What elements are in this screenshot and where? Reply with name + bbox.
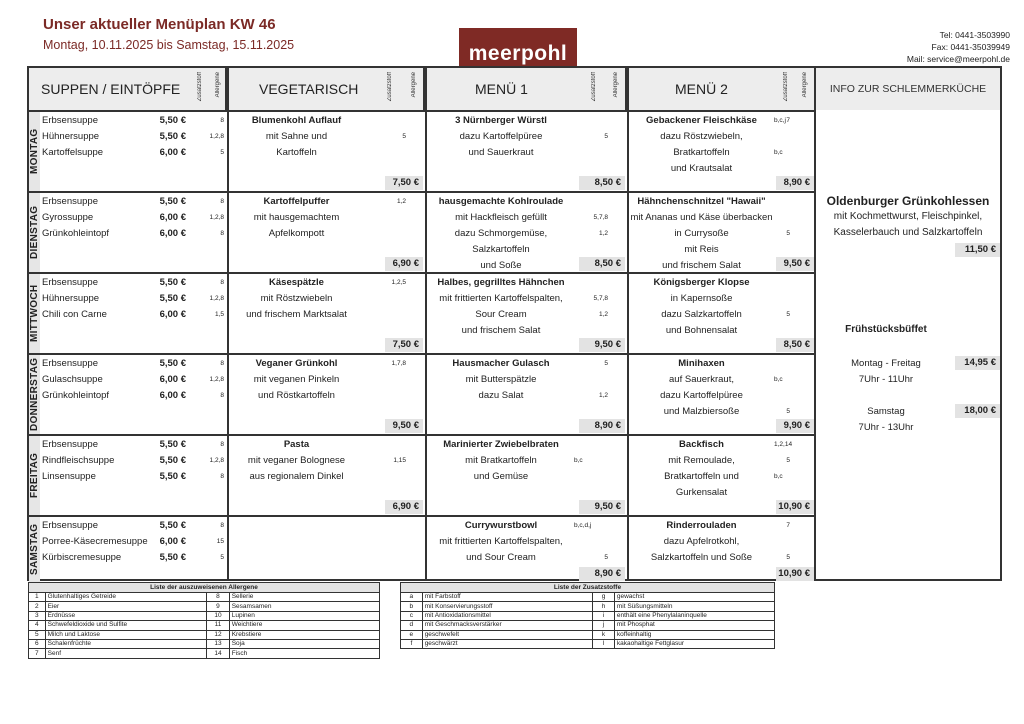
dish-allergens: 5: [604, 554, 608, 561]
dish-price: 9,50 €: [579, 500, 625, 514]
dish-line: Currywurstbowl: [464, 520, 538, 531]
legend-row: [29, 639, 380, 648]
dish-line: aus regionalem Dinkel: [249, 471, 344, 482]
header-suppen: [29, 68, 227, 110]
soup-name: Erbsensuppe: [42, 520, 98, 531]
dish-line: Veganer Grünkohl: [255, 358, 338, 369]
page-title: Unser aktueller Menüplan KW 46: [43, 16, 276, 33]
legend-code: 12: [207, 630, 230, 639]
grid-line: [425, 66, 427, 581]
soup-price: 6,00 €: [159, 212, 186, 223]
dish-line: und Bohnensalat: [665, 325, 738, 336]
header-zusatz-label: Zusatzstoff: [783, 72, 789, 102]
legend-row: [29, 621, 380, 630]
legend-row: [29, 611, 380, 620]
dish-allergens: 7: [786, 117, 790, 124]
dish-line: Marinierter Zwiebelbraten: [443, 439, 559, 450]
dish-line: Halbes, gegrilltes Hähnchen: [437, 277, 565, 288]
legend-code: 6: [29, 639, 46, 648]
header-zusatz-label: Zusatzstoff: [387, 72, 393, 102]
soup-name: Erbsensuppe: [42, 439, 98, 450]
dish-additives: b,c: [574, 457, 583, 464]
soup-allergens: 15: [216, 538, 224, 545]
legend-row: [29, 602, 380, 611]
soup-name: Gulaschsuppe: [42, 374, 103, 385]
legend-code: b: [401, 602, 423, 611]
header-menu2: [627, 68, 816, 110]
dish-additives: b,c: [774, 149, 783, 156]
soup-allergens: 8: [220, 473, 224, 480]
dish-line: mit Reis: [684, 244, 719, 255]
dish-line: mit veganer Bolognese: [247, 455, 346, 466]
day-label: FREITAG: [29, 452, 40, 499]
soup-price: 6,00 €: [159, 309, 186, 320]
dish-line: dazu Kartoffelpüree: [660, 390, 743, 401]
legend-label: Krebstiere: [229, 630, 379, 639]
soup-allergens: 8: [220, 230, 224, 237]
logo: meerpohl: [459, 28, 577, 67]
legend-label: mit Konservierungsstoff: [422, 602, 592, 611]
dish-allergens: 5: [402, 133, 406, 140]
dish-price: 9,50 €: [579, 338, 625, 352]
soup-allergens: 8: [220, 441, 224, 448]
dish-line: dazu Salzkartoffeln: [661, 309, 742, 320]
soup-price: 6,00 €: [159, 147, 186, 158]
additive-legend: [400, 582, 775, 649]
dish-price: 8,90 €: [776, 176, 814, 190]
day-label: MONTAG: [29, 128, 40, 175]
soup-name: Gyrossuppe: [42, 212, 94, 223]
dish-price: 10,90 €: [776, 500, 814, 514]
legend-code: i: [593, 611, 615, 620]
breakfast-saturday-hours: 7Uhr - 13Uhr: [858, 422, 914, 433]
legend-label: enthält eine Phenylalaninquelle: [614, 611, 774, 620]
legend-label: mit Geschmacksverstärker: [422, 621, 592, 630]
dish-line: 3 Nürnberger Würstl: [455, 115, 547, 126]
legend-code: 2: [29, 602, 46, 611]
legend-label: Eier: [45, 602, 207, 611]
dish-line: und Malzbiersoße: [663, 406, 740, 417]
dish-line: und Gemüse: [473, 471, 529, 482]
dish-price: 6,90 €: [385, 257, 423, 271]
legend-label: Milch und Laktose: [45, 630, 207, 639]
contact-fax: Fax: 0441-35039949: [931, 42, 1010, 52]
dish-line: mit Ananas und Käse überbacken: [630, 212, 773, 223]
dish-price: 6,90 €: [385, 500, 423, 514]
legend-code: c: [401, 611, 423, 620]
dish-line: dazu Salat: [478, 390, 524, 401]
legend-code: 5: [29, 630, 46, 639]
dish-allergens: 5: [604, 133, 608, 140]
dish-line: Hausmacher Gulasch: [452, 358, 550, 369]
legend-code: h: [593, 602, 615, 611]
soup-allergens: 8: [220, 279, 224, 286]
header-veg-label: VEGETARISCH: [259, 81, 359, 97]
breakfast-saturday-label: Samstag: [867, 406, 905, 417]
legend-code: 11: [207, 621, 230, 630]
legend-code: 10: [207, 611, 230, 620]
dish-price: 10,90 €: [776, 567, 814, 581]
dish-line: dazu Schmorgemüse,: [454, 228, 548, 239]
legend-label: mit Süßungsmitteln: [614, 602, 774, 611]
legend-label: Schalenfrüchte: [45, 639, 207, 648]
soup-price: 5,50 €: [159, 293, 186, 304]
soup-price: 6,00 €: [159, 536, 186, 547]
soup-name: Linsensuppe: [42, 471, 96, 482]
legend-code: 1: [29, 593, 46, 602]
legend-label: gewachst: [614, 593, 774, 602]
dish-price: 7,50 €: [385, 338, 423, 352]
header-veg: [227, 68, 425, 110]
soup-allergens: 1,2,8: [209, 376, 224, 383]
soup-allergens: 5: [220, 149, 224, 156]
dish-allergens: 5,7,8: [593, 295, 608, 302]
legend-code: 14: [207, 649, 230, 658]
dish-line: und frischem Salat: [461, 325, 541, 336]
dish-allergens: 1,2,5: [391, 279, 406, 286]
legend-code: d: [401, 621, 423, 630]
dish-additives: b,c: [774, 473, 783, 480]
dish-price: 8,90 €: [579, 419, 625, 433]
dish-line: Bratkartoffeln und: [664, 471, 739, 482]
dish-line: und Röstkartoffeln: [258, 390, 335, 401]
soup-name: Grünkohleintopf: [42, 228, 110, 239]
dish-line: und frischem Salat: [662, 260, 741, 271]
special-line-2: Kasselerbauch und Salzkartoffeln: [833, 227, 983, 238]
legend-row: [401, 593, 775, 602]
soup-price: 5,50 €: [159, 520, 186, 531]
dish-line: mit Butterspätzle: [465, 374, 537, 385]
grid-line: [27, 110, 816, 112]
dish-line: mit Hackfleisch gefüllt: [455, 212, 547, 223]
dish-allergens: 5: [786, 554, 790, 561]
soup-price: 6,00 €: [159, 390, 186, 401]
dish-additives: b,c: [774, 376, 783, 383]
legend-code: k: [593, 630, 615, 639]
dish-line: mit frittierten Kartoffelspalten,: [439, 293, 563, 304]
legend-label: geschwärzt: [422, 639, 592, 648]
header-allergene-label: Allergene: [613, 72, 619, 98]
dish-additives: b,c,j: [774, 117, 786, 124]
soup-name: Erbsensuppe: [42, 196, 98, 207]
dish-allergens: 5: [604, 360, 608, 367]
soup-price: 5,50 €: [159, 115, 186, 126]
dish-line: Hähnchenschnitzel "Hawaii": [637, 196, 766, 207]
dish-allergens: 5: [786, 457, 790, 464]
dish-allergens: 7: [786, 522, 790, 529]
dish-allergens: 5: [786, 230, 790, 237]
legend-label: Senf: [45, 649, 207, 658]
dish-line: und Krautsalat: [670, 163, 733, 174]
dish-line: mit Sahne und: [265, 131, 328, 142]
legend-code: 8: [207, 593, 230, 602]
soup-name: Hühnersuppe: [42, 131, 100, 142]
breakfast-weekday-label: Montag - Freitag: [851, 358, 921, 369]
day-label: DIENSTAG: [29, 205, 40, 260]
soup-price: 6,00 €: [159, 228, 186, 239]
legend-code: 13: [207, 639, 230, 648]
legend-code: 3: [29, 611, 46, 620]
header-menu1-label: MENÜ 1: [475, 81, 528, 97]
dish-line: Backfisch: [679, 439, 724, 450]
dish-line: mit veganen Pinkeln: [253, 374, 340, 385]
grid-line: [27, 191, 816, 193]
dish-allergens: 1,7,8: [391, 360, 406, 367]
dish-line: Salzkartoffeln: [472, 244, 530, 255]
soup-allergens: 8: [220, 360, 224, 367]
dish-line: Königsberger Klopse: [653, 277, 750, 288]
soup-allergens: 1,2,8: [209, 295, 224, 302]
soup-name: Porree-Käsecremesuppe: [42, 536, 148, 547]
dish-line: hausgemachte Kohlroulade: [438, 196, 564, 207]
dish-line: Salzkartoffeln und Soße: [650, 552, 753, 563]
header-menu1: [425, 68, 627, 110]
dish-line: und Sauerkraut: [468, 147, 534, 158]
dish-line: dazu Apfelrotkohl,: [663, 536, 740, 547]
grid-line: [227, 66, 229, 581]
dish-line: mit frittierten Kartoffelspalten,: [439, 536, 563, 547]
dish-line: und Soße: [480, 260, 522, 271]
dish-line: Kartoffeln: [276, 147, 317, 158]
grid-line: [27, 353, 816, 355]
grid-line: [27, 434, 816, 436]
breakfast-weekday-hours: 7Uhr - 11Uhr: [858, 374, 914, 385]
legend-label: Sellerie: [229, 593, 379, 602]
legend-label: Lupinen: [229, 611, 379, 620]
legend-row: [401, 621, 775, 630]
dish-line: in Kapernsoße: [670, 293, 733, 304]
grid-line: [27, 515, 816, 517]
dish-additives: b,c,d,j: [574, 522, 592, 529]
legend-label: geschwefelt: [422, 630, 592, 639]
dish-price: 8,50 €: [579, 176, 625, 190]
contact-phone: Tel: 0441-3503990: [939, 30, 1010, 40]
grid-line: [627, 66, 629, 581]
contact-info: [907, 29, 1010, 65]
dish-line: Käsespätzle: [269, 277, 324, 288]
dish-allergens: 1,2: [598, 230, 608, 237]
soup-allergens: 8: [220, 198, 224, 205]
breakfast-title: Frühstücksbüffet: [845, 324, 927, 335]
dish-price: 9,90 €: [776, 419, 814, 433]
soup-name: Hühnersuppe: [42, 293, 100, 304]
soup-name: Erbsensuppe: [42, 115, 98, 126]
dish-allergens: 5: [786, 311, 790, 318]
legend-code: 9: [207, 602, 230, 611]
dish-allergens: 1,15: [393, 457, 406, 464]
soup-price: 5,50 €: [159, 471, 186, 482]
dish-price: 9,50 €: [385, 419, 423, 433]
legend-code: j: [593, 621, 615, 630]
soup-price: 5,50 €: [159, 131, 186, 142]
legend-label: Glutenhaltiges Getreide: [45, 593, 207, 602]
dish-price: 9,50 €: [776, 257, 814, 271]
header-allergene-label: Allergene: [215, 72, 221, 98]
soup-price: 5,50 €: [159, 552, 186, 563]
soup-allergens: 8: [220, 392, 224, 399]
dish-line: auf Sauerkraut,: [669, 374, 734, 385]
dish-line: Bratkartoffeln: [673, 147, 730, 158]
dish-price: 7,50 €: [385, 176, 423, 190]
header-info: INFO ZUR SCHLEMMERKÜCHE: [816, 68, 1000, 110]
special-price: 11,50 €: [955, 243, 1000, 257]
legend-label: mit Antioxidationsmittel: [422, 611, 592, 620]
dish-line: Blumenkohl Auflauf: [251, 115, 342, 126]
additive-legend-title: Liste der Zusatzstoffe: [401, 583, 775, 593]
breakfast-weekday-price: 14,95 €: [955, 356, 1000, 370]
dish-line: Gurkensalat: [675, 487, 728, 498]
legend-label: mit Farbstoff: [422, 593, 592, 602]
legend-code: e: [401, 630, 423, 639]
dish-line: Minihaxen: [678, 358, 725, 369]
dish-line: Apfelkompott: [268, 228, 325, 239]
legend-code: a: [401, 593, 423, 602]
dish-line: mit Bratkartoffeln: [465, 455, 537, 466]
dish-line: mit hausgemachtem: [253, 212, 340, 223]
legend-code: 7: [29, 649, 46, 658]
dish-line: Kartoffelpuffer: [263, 196, 330, 207]
day-label: DONNERSTAG: [29, 357, 40, 432]
soup-price: 6,00 €: [159, 374, 186, 385]
legend-row: [401, 611, 775, 620]
dish-line: dazu Kartoffelpüree: [459, 131, 543, 142]
contact-mail[interactable]: Mail: service@meerpohl.de: [906, 54, 1010, 64]
legend-label: Schwefeldioxide und Sulfite: [45, 621, 207, 630]
soup-name: Grünkohleintopf: [42, 390, 110, 401]
allergen-legend: [28, 582, 380, 659]
header-allergene-label: Allergene: [411, 72, 417, 98]
dish-allergens: 1,2: [598, 392, 608, 399]
legend-label: Sesamsamen: [229, 602, 379, 611]
header-allergene-label: Allergene: [802, 72, 808, 98]
dish-price: 8,90 €: [579, 567, 625, 581]
legend-label: Erdnüsse: [45, 611, 207, 620]
special-title: Oldenburger Grünkohlessen: [826, 194, 990, 208]
dish-line: und Sour Cream: [466, 552, 536, 563]
soup-allergens: 1,2,8: [209, 214, 224, 221]
header-menu2-label: MENÜ 2: [675, 81, 728, 97]
dish-line: dazu Röstzwiebeln,: [660, 131, 743, 142]
legend-code: f: [401, 639, 423, 648]
legend-label: Fisch: [229, 649, 379, 658]
dish-allergens: 5,7,8: [593, 214, 608, 221]
allergen-legend-title: Liste der auszuweisenen Allergene: [29, 583, 380, 593]
soup-price: 5,50 €: [159, 455, 186, 466]
legend-label: kakaohaltige Fettglasur: [614, 639, 774, 648]
dish-price: 8,50 €: [579, 257, 625, 271]
dish-allergens: 1,2: [598, 311, 608, 318]
soup-name: Erbsensuppe: [42, 277, 98, 288]
legend-row: [29, 630, 380, 639]
legend-row: [29, 593, 380, 602]
dish-price: 8,50 €: [776, 338, 814, 352]
legend-row: [401, 639, 775, 648]
soup-allergens: 1,2,8: [209, 457, 224, 464]
soup-allergens: 8: [220, 117, 224, 124]
legend-label: Weichtiere: [229, 621, 379, 630]
dish-line: in Currysoße: [674, 228, 729, 239]
dish-line: und frischem Marktsalat: [246, 309, 347, 320]
header-zusatz-label: Zusatzstoff: [591, 72, 597, 102]
soup-allergens: 8: [220, 522, 224, 529]
legend-label: mit Phosphat: [614, 621, 774, 630]
breakfast-saturday-price: 18,00 €: [955, 404, 1000, 418]
dish-line: Rinderrouladen: [666, 520, 737, 531]
dish-line: Sour Cream: [475, 309, 527, 320]
dish-line: mit Remoulade,: [668, 455, 735, 466]
dish-allergens: 1,2,14: [774, 441, 793, 448]
soup-allergens: 1,5: [214, 311, 224, 318]
soup-allergens: 5: [220, 554, 224, 561]
legend-row: [29, 649, 380, 658]
day-label: MITTWOCH: [29, 284, 40, 343]
legend-code: 4: [29, 621, 46, 630]
day-label: SAMSTAG: [29, 523, 40, 576]
dish-line: Pasta: [283, 439, 310, 450]
soup-price: 5,50 €: [159, 358, 186, 369]
special-line-1: mit Kochmettwurst, Fleischpinkel,: [833, 211, 983, 222]
legend-label: Soja: [229, 639, 379, 648]
soup-price: 5,50 €: [159, 196, 186, 207]
soup-allergens: 1,2,8: [209, 133, 224, 140]
soup-name: Rindfleischsuppe: [42, 455, 115, 466]
grid-line: [27, 272, 816, 274]
soup-name: Erbsensuppe: [42, 358, 98, 369]
soup-price: 5,50 €: [159, 439, 186, 450]
soup-name: Kürbiscremesuppe: [42, 552, 122, 563]
soup-price: 5,50 €: [159, 277, 186, 288]
legend-code: g: [593, 593, 615, 602]
legend-code: l: [593, 639, 615, 648]
dish-allergens: 1,2: [396, 198, 406, 205]
soup-name: Chili con Carne: [42, 309, 107, 320]
soup-name: Kartoffelsuppe: [42, 147, 104, 158]
legend-row: [401, 630, 775, 639]
date-range: Montag, 10.11.2025 bis Samstag, 15.11.2025: [43, 38, 295, 52]
header-zusatz-label: Zusatzstoff: [197, 72, 203, 102]
legend-row: [401, 602, 775, 611]
dish-line: mit Röstzwiebeln: [260, 293, 333, 304]
dish-line: Gebackener Fleischkäse: [646, 115, 757, 126]
dish-allergens: 5: [786, 408, 790, 415]
header-suppen-label: SUPPEN / EINTÖPFE: [41, 81, 181, 97]
legend-label: koffeinhaltig: [614, 630, 774, 639]
